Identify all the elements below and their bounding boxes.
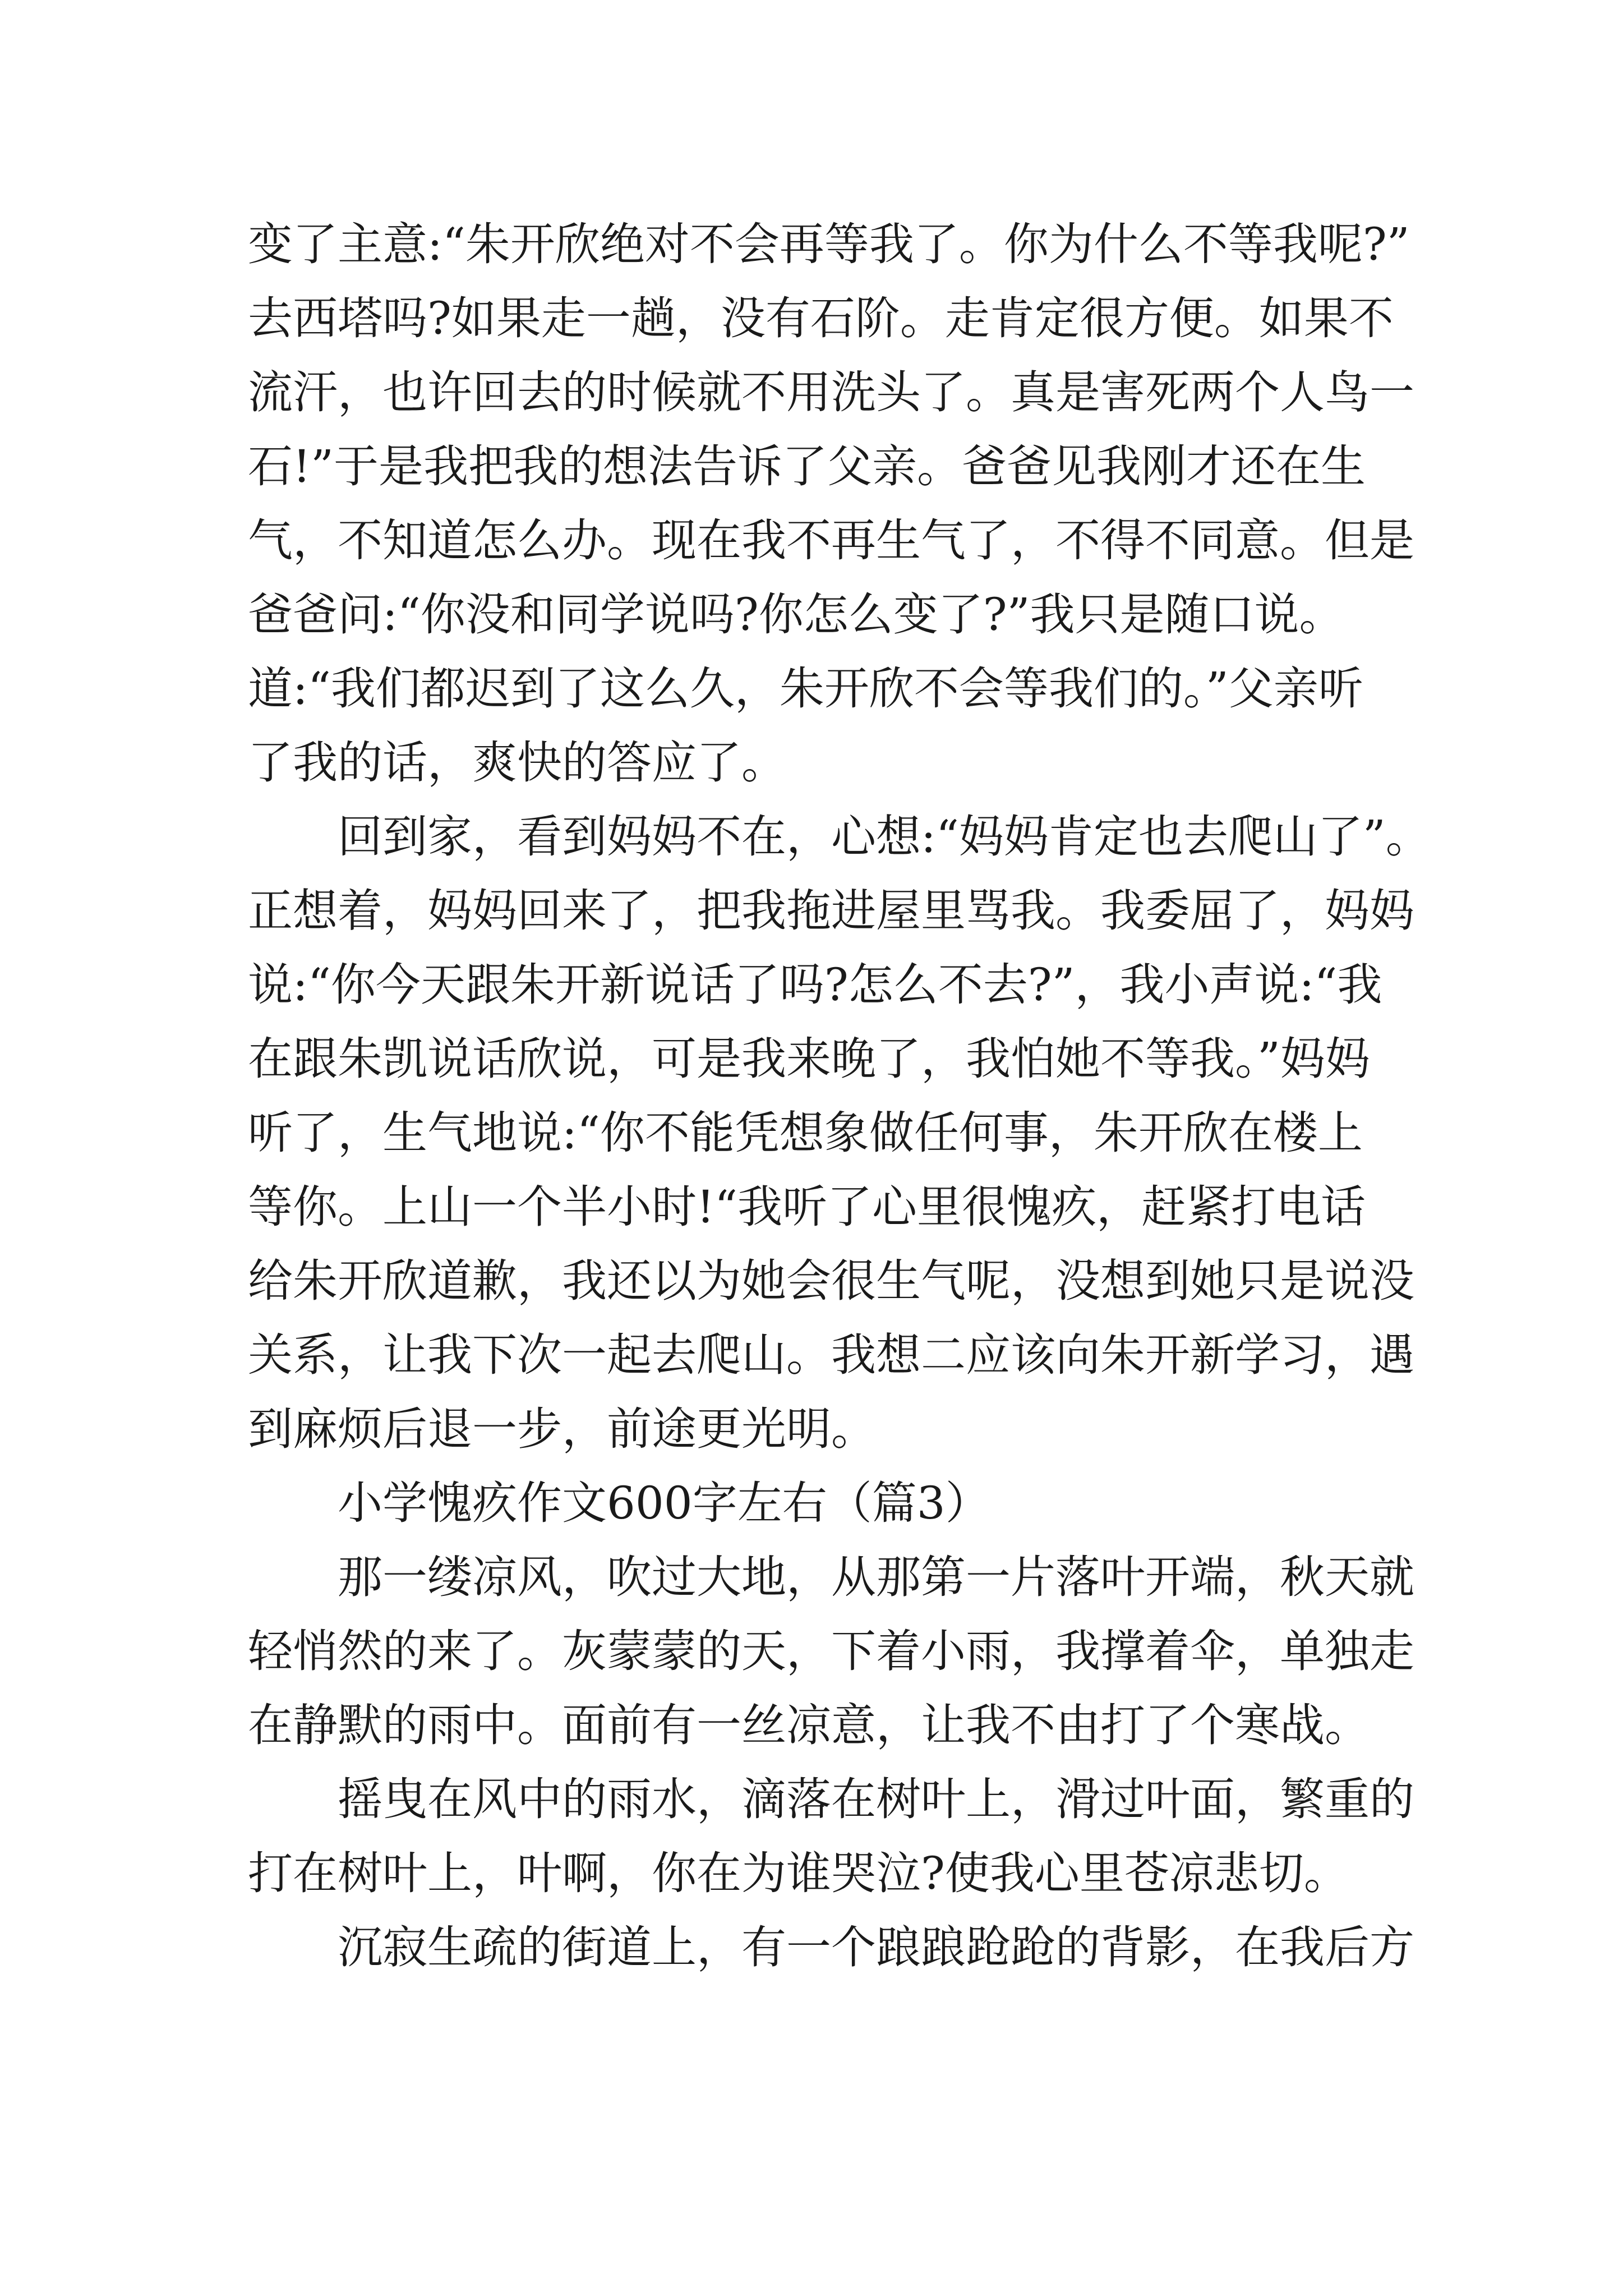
- text-line: 了我的话，爽快的答应了。: [248, 737, 786, 789]
- text-line: 到麻烦后退一步，前途更光明。: [248, 1403, 876, 1455]
- text-line: 正想着，妈妈回来了，把我拖进屋里骂我。我委屈了，妈妈: [248, 885, 1414, 937]
- text-line: 流汗，也许回去的时候就不用洗头了。真是害死两个人鸟一: [248, 366, 1414, 418]
- text-line: 石!”于是我把我的想法告诉了父亲。爸爸见我刚才还在生: [248, 440, 1366, 493]
- text-line: 在跟朱凯说话欣说，可是我来晚了，我怕她不等我。”妈妈: [248, 1033, 1370, 1085]
- document-body: [248, 208, 1431, 1985]
- text-line: 听了，生气地说:“你不能凭想象做任何事，朱开欣在楼上: [248, 1107, 1363, 1159]
- text-line: 等你。上山一个半小时!“我听了心里很愧疚，赶紧打电话: [248, 1181, 1366, 1233]
- text-line: 给朱开欣道歉，我还以为她会很生气呢，没想到她只是说没: [248, 1255, 1414, 1307]
- text-line: 说:“你今天跟朱开新说话了吗?怎么不去?”，我小声说:“我: [248, 959, 1382, 1011]
- text-line: 气，不知道怎么办。现在我不再生气了，不得不同意。但是: [248, 514, 1414, 567]
- paragraph-start-line: 回到家，看到妈妈不在，心想:“妈妈肯定也去爬山了”。: [338, 811, 1431, 863]
- text-line: 在静默的雨中。面前有一丝凉意，让我不由打了个寒战。: [248, 1699, 1370, 1751]
- paragraph-start-line: 摇曳在风中的雨水，滴落在树叶上，滑过叶面，繁重的: [338, 1773, 1414, 1825]
- text-line: 道:“我们都迟到了这么久，朱开欣不会等我们的。”父亲听: [248, 662, 1363, 715]
- text-line: 打在树叶上，叶啊，你在为谁哭泣?使我心里苍凉悲切。: [248, 1847, 1349, 1899]
- text-line: 关系，让我下次一起去爬山。我想二应该向朱开新学习，遇: [248, 1329, 1414, 1381]
- paragraph-start-line: 那一缕凉风，吹过大地，从那第一片落叶开端，秋天就: [338, 1551, 1414, 1603]
- text-line: 轻悄然的来了。灰蒙蒙的天，下着小雨，我撑着伞，单独走: [248, 1625, 1414, 1677]
- text-line: 去西塔吗?如果走一趟，没有石阶。走肯定很方便。如果不: [248, 292, 1394, 344]
- text-line: 爸爸问:“你没和同学说吗?你怎么变了?”我只是随口说。: [248, 588, 1344, 641]
- section-heading: 小学愧疚作文600字左右（篇3）: [338, 1477, 990, 1529]
- paragraph-start-line: 沉寂生疏的街道上，有一个踉踉跄跄的背影，在我后方: [338, 1921, 1414, 1973]
- text-line: 变了主意:“朱开欣绝对不会再等我了。你为什么不等我呢?”: [248, 218, 1410, 270]
